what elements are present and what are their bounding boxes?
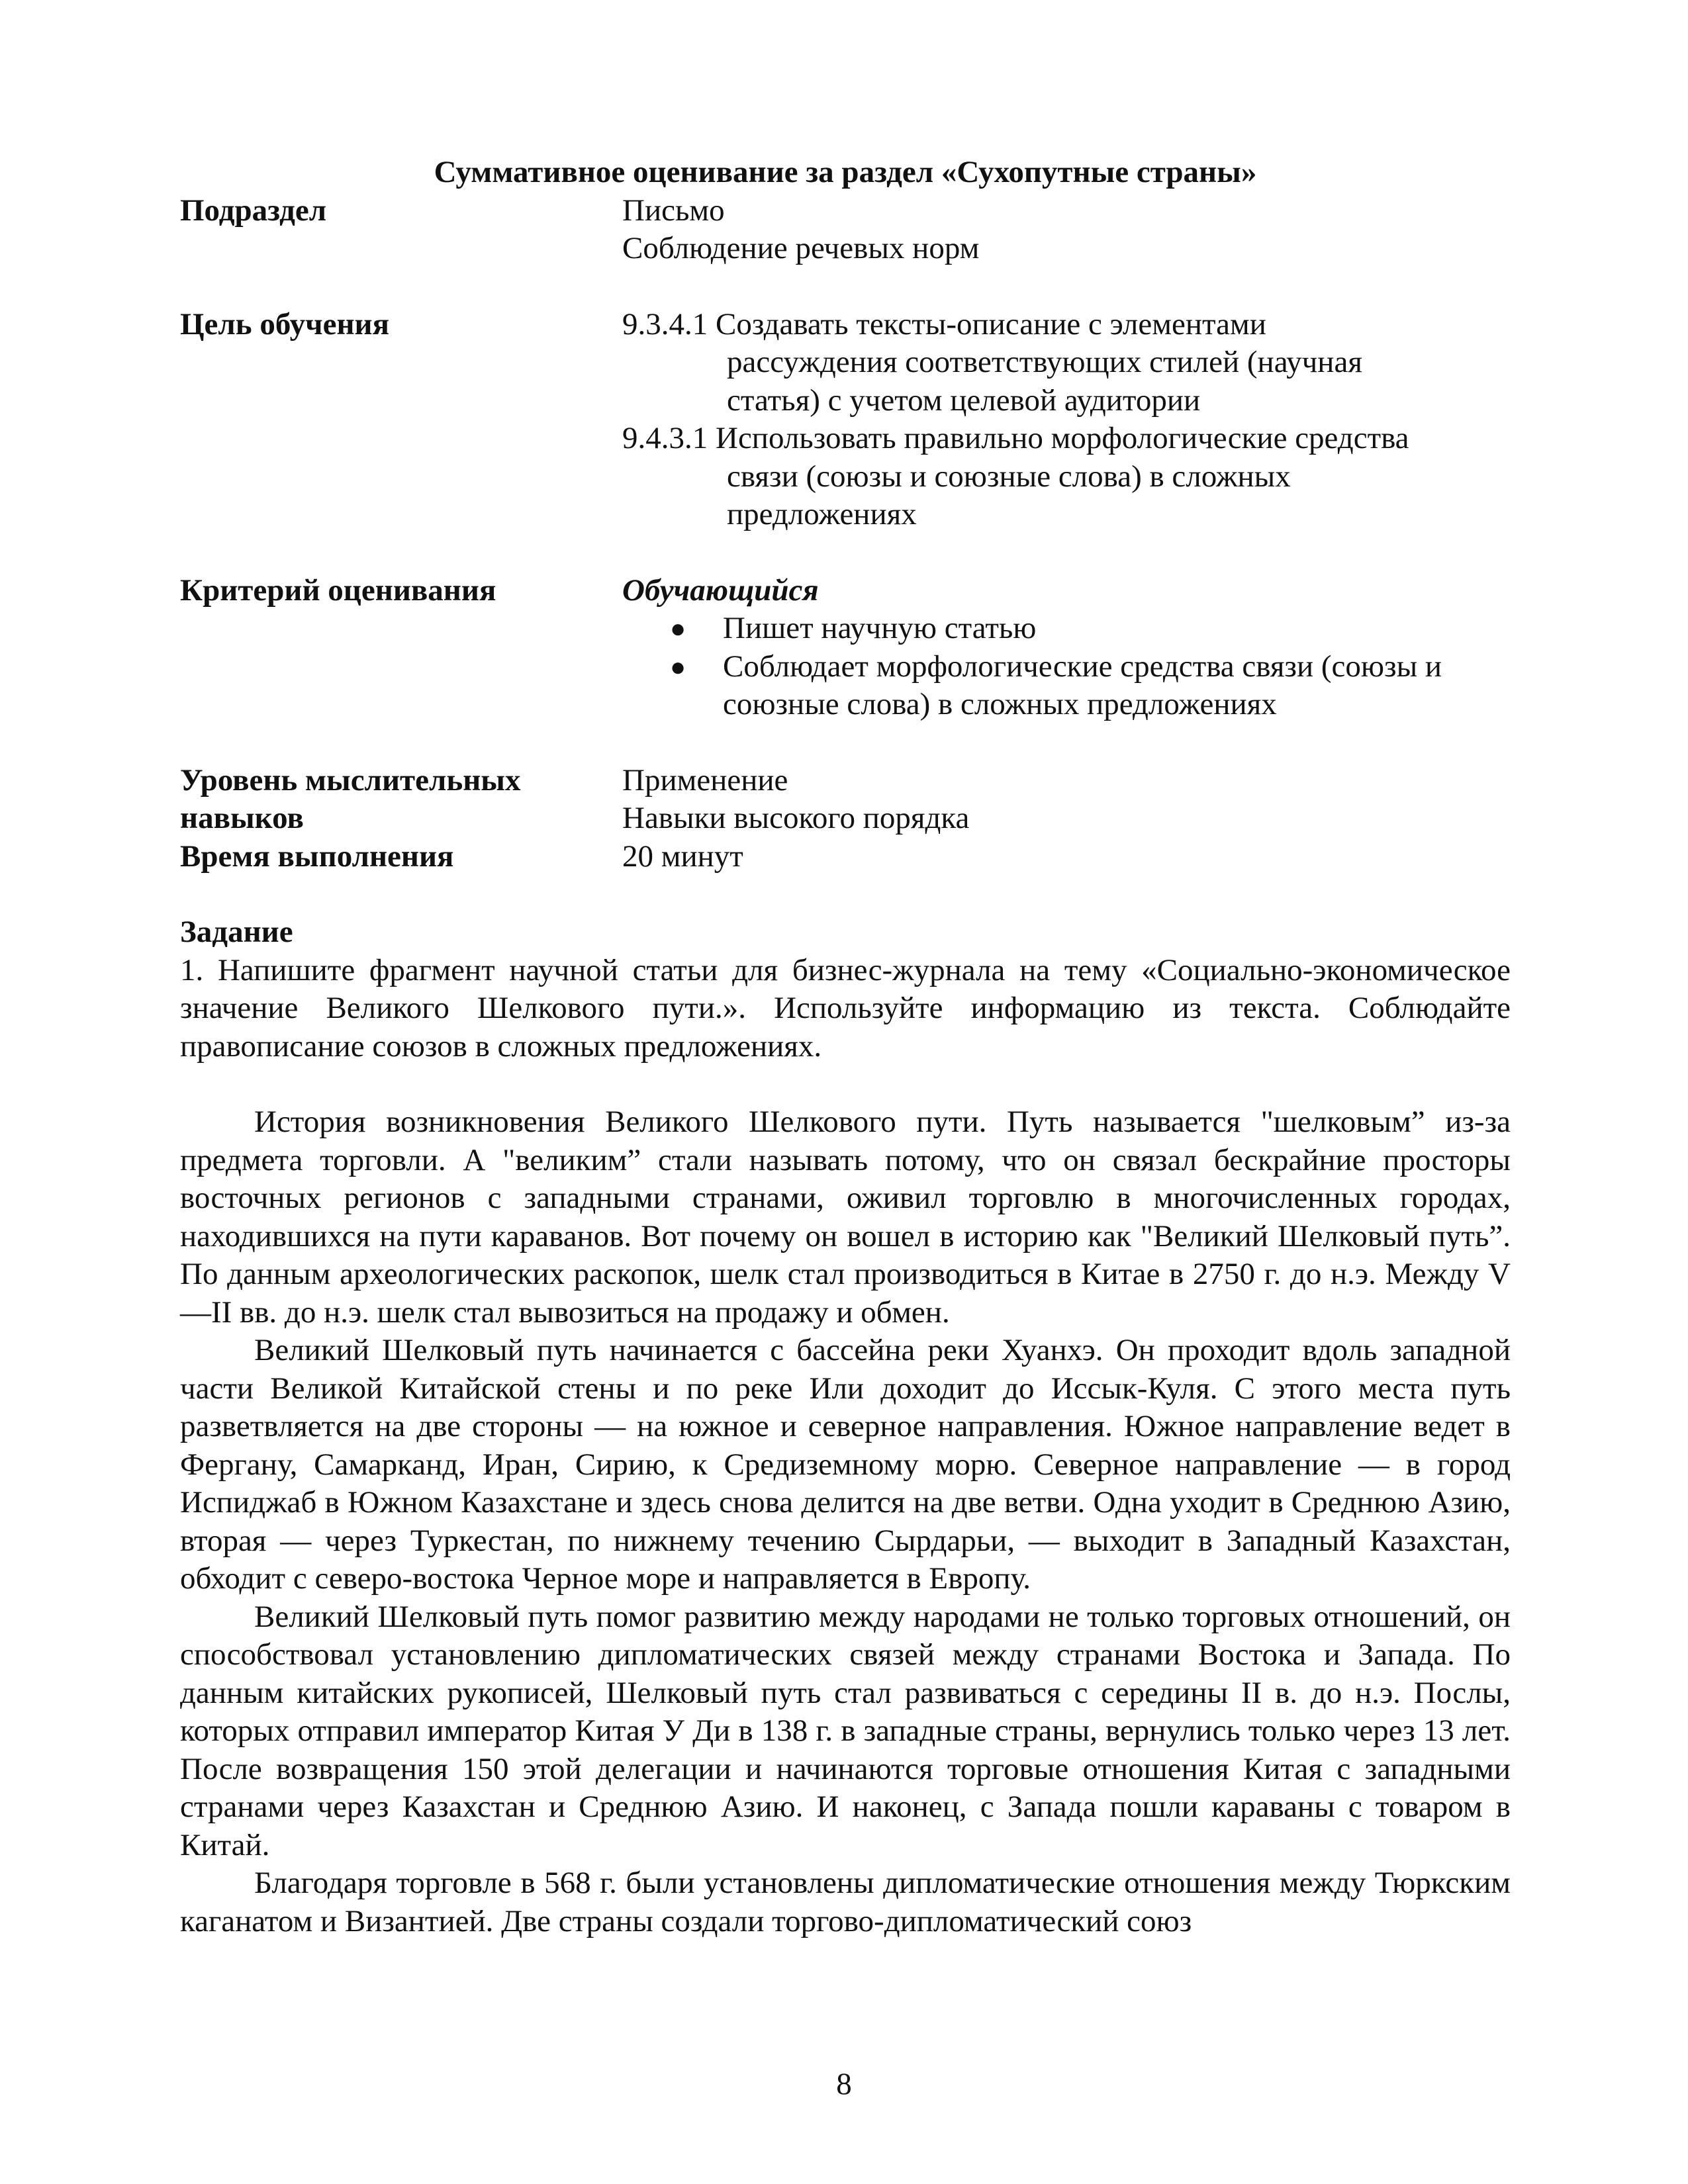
document-page: [180, 154, 1511, 1940]
task-instruction: 1. Напишите фрагмент научной статьи для бизнес-журнала на тему «Социально-экономическое значение Великого Шелкового пути.». Используйте информацию из текста. Соблюдайте правописание союзов в сложных предложениях.: [180, 952, 1511, 1064]
page-number: 8: [836, 2067, 852, 2101]
subsection-label: Подраздел: [180, 193, 327, 228]
spacer: [180, 1066, 1511, 1103]
thinking-level-value-line: Навыки высокого порядка: [622, 801, 970, 835]
criteria-value: [622, 572, 1511, 724]
text-paragraph: Благодаря торговле в 568 г. были установлены дипломатические отношения между Тюркским каганатом и Византией. Две страны создали торгово-дипломатический союз: [180, 1866, 1511, 1938]
time-label: Время выполнения: [180, 839, 454, 874]
thinking-level-label-line: Уровень мыслительных: [180, 762, 521, 797]
thinking-level-label: [180, 762, 622, 838]
bullet-icon: ●: [670, 651, 686, 682]
document-title: Суммативное оценивание за раздел «Сухопутные страны»: [434, 155, 1257, 189]
text-paragraph: Великий Шелковый путь начинается с бассейна реки Хуанхэ. Он проходит вдоль западной части Великой Китайской стены и по реке Или доходит до Иссык-Куля. С этого места путь разветвляется на две стороны — на южное и северное направления. Южное направление ведет в Фергану, Самарканд, Иран, Сирию, к Средиземному морю. Северное направление — в город Испиджаб в Южном Казахстане и здесь снова делится на две ветви. Одна уходит в Среднюю Азию, вторая — через Туркестан, по нижнему течению Сырдарьи, — выходит в Западный Казахстан, обходит с северо-востока Черное море и направляется в Европу.: [180, 1333, 1511, 1596]
time-value: 20 минут: [622, 839, 743, 874]
goal-item-first-line: 9.4.3.1 Использовать правильно морфологические средства: [622, 421, 1409, 455]
goal-item-cont-line: предложениях: [727, 497, 917, 531]
text-paragraph: Великий Шелковый путь помог развитию между народами не только торговых отношений, он способствовал установлению дипломатических связей между странами Востока и Запада. По данным китайских рукописей, Шелковый путь стал развиваться с середины II в. до н.э. Послы, которых отправил император Китая У Ди в 138 г. в западные страны, вернулись только через 13 лет. После возвращения 150 этой делегации и начинаются торговые отношения Китая с западными странами через Казахстан и Среднюю Азию. И наконец, с Запада пошли караваны с товаром в Китай.: [180, 1599, 1511, 1862]
criteria-list: [622, 610, 1511, 724]
criteria-heading: Обучающийся: [622, 572, 819, 608]
spacer: [622, 724, 1511, 762]
subsection-value: [622, 192, 1511, 268]
text-paragraph: История возникновения Великого Шелкового пути. Путь называется "шелковым” из-за предмета торговли. А "великим” стали называть потому, что он связал бескрайние просторы восточных регионов с западными странами, оживил торговлю в многочисленных городах, находившихся на пути караванов. Вот почему он вошел в историю как "Великий Шелковый путь”. По данным археологических раскопок, шелк стал производиться в Китае в 2750 г. до н.э. Между V—II вв. до н.э. шелк стал вывозиться на продажу и обмен.: [180, 1105, 1511, 1330]
task-heading: Задание: [180, 915, 293, 949]
thinking-level-label-line: навыков: [180, 801, 304, 835]
subsection-value-line: Письмо: [622, 193, 725, 228]
goal-item-cont-line: рассуждения соответствующих стилей (научная: [727, 345, 1362, 379]
goal-label: Цель обучения: [180, 306, 390, 341]
spacer: [180, 724, 622, 762]
goal-item-first-line: 9.3.4.1 Создавать тексты-описание с элементами: [622, 306, 1266, 341]
spacer: [180, 534, 622, 572]
goal-item-cont-line: статья) с учетом целевой аудитории: [727, 383, 1201, 418]
criteria-list-item: [622, 610, 1511, 648]
criteria-item-text: Соблюдает морфологические средства связи (союзы и союзные слова) в сложных предложениях: [723, 649, 1442, 721]
criteria-label: Критерий оценивания: [180, 572, 496, 608]
subsection-value-line: Соблюдение речевых норм: [622, 231, 980, 265]
goal-value: [622, 306, 1511, 534]
spacer: [180, 268, 622, 306]
bullet-icon: ●: [670, 614, 686, 643]
goal-item-cont-line: связи (союзы и союзные слова) в сложных: [727, 459, 1291, 494]
criteria-list-item: [622, 648, 1511, 724]
assessment-meta-table: [180, 192, 1511, 876]
thinking-level-value-line: Применение: [622, 762, 788, 797]
spacer: [622, 534, 1511, 572]
thinking-level-value: [622, 762, 1511, 838]
spacer: [622, 268, 1511, 306]
criteria-item-text: Пишет научную статью: [723, 611, 1037, 645]
